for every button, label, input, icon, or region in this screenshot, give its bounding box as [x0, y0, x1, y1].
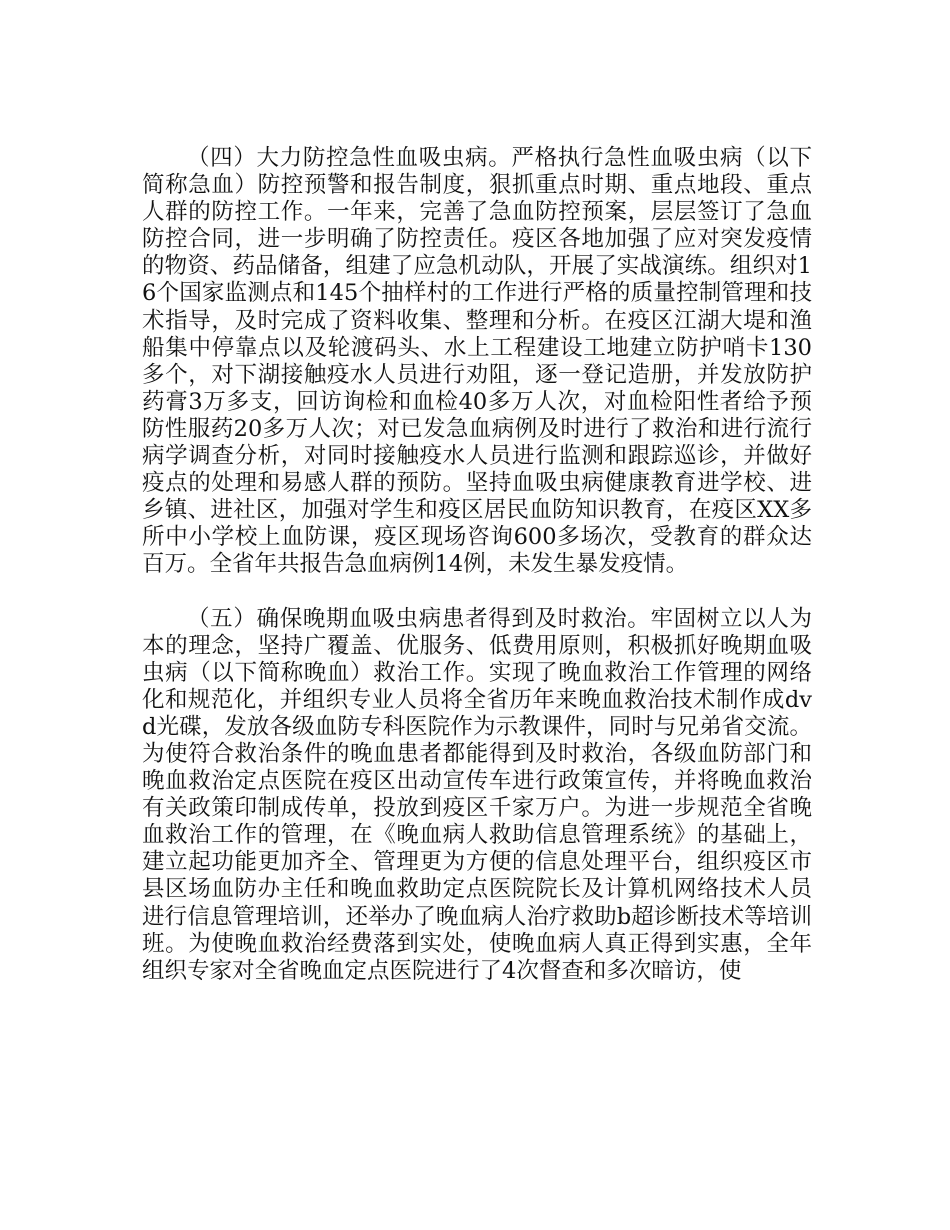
paragraph-section-5: （五）确保晚期血吸虫病患者得到及时救治。牢固树立以人为本的理念，坚持广覆盖、优服务、低费用原则，积极抓好晚期血吸虫病（以下简称晚血）救治工作。实现了晚血救治工作管理的网络化和规范化，并组织专业人员将全省历年来晚血救治技术制作成dvd光碟，发放各级血防专科医院作为示教课件，同时与兄弟省交流。为使符合救治条件的晚血患者都能得到及时救治，各级血防部门和晚血救治定点医院在疫区出动宣传车进行政策宣传，并将晚血救治有关政策印制成传单，投放到疫区千家万户。为进一步规范全省晚血救治工作的管理，在《晚血病人救助信息管理系统》的基础上，建立起功能更加齐全、管理更为方便的信息处理平台，组织疫区市县区场血防办主任和晚血救助定点医院院长及计算机网络技术人员进行信息管理培训，还举办了晚血病人治疗救助b超诊断技术等培训班。为使晚血救治经费落到实处，使晚血病人真正得到实惠，全年组织专家对全省晚血定点医院进行了4次督查和多次暗访，使	[142, 605, 812, 984]
document-body	[142, 145, 812, 985]
paragraph-section-4: （四）大力防控急性血吸虫病。严格执行急性血吸虫病（以下简称急血）防控预警和报告制度，狠抓重点时期、重点地段、重点人群的防控工作。一年来，完善了急血防控预案，层层签订了急血防控合同，进一步明确了防控责任。疫区各地加强了应对突发疫情的物资、药品储备，组建了应急机动队，开展了实战演练。组织对16个国家监测点和145个抽样村的工作进行严格的质量控制管理和技术指导，及时完成了资料收集、整理和分析。在疫区江湖大堤和渔船集中停靠点以及轮渡码头、水上工程建设工地建立防护哨卡130多个，对下湖接触疫水人员进行劝阻，逐一登记造册，并发放防护药膏3万多支，回访询检和血检40多万人次，对血检阳性者给予预防性服药20多万人次；对已发急血病例及时进行了救治和进行流行病学调查分析，对同时接触疫水人员进行监测和跟踪巡诊，并做好疫点的处理和易感人群的预防。坚持血吸虫病健康教育进学校、进乡镇、进社区，加强对学生和疫区居民血防知识教育，在疫区XX多所中小学校上血防课，疫区现场咨询600多场次，受教育的群众达百万。全省年共报告急血病例14例，未发生暴发疫情。	[142, 145, 812, 578]
